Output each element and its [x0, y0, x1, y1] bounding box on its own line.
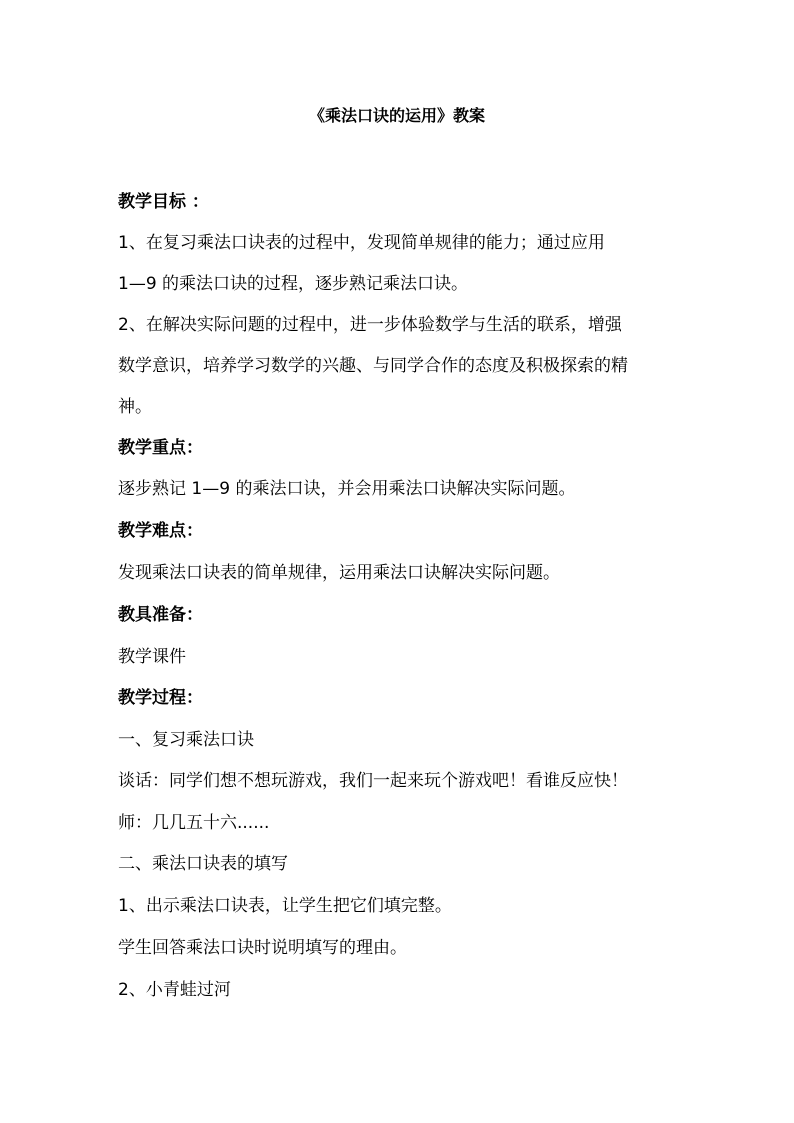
paragraph-line: 1—9 的乘法口诀的过程，逐步熟记乘法口诀。 [118, 274, 469, 294]
paragraph-line: 发现乘法口诀表的简单规律，运用乘法口诀解决实际问题。 [118, 563, 560, 583]
heading-key-points: 教学重点： [118, 438, 203, 458]
paragraph-line: 教学课件 [118, 647, 186, 667]
paragraph-line: 学生回答乘法口诀时说明填写的理由。 [118, 938, 407, 958]
paragraph-line: 二、乘法口诀表的填写 [118, 854, 288, 874]
paragraph-line: 神。 [118, 397, 152, 417]
document-title: 《乘法口诀的运用》教案 [308, 106, 485, 125]
paragraph-line: 2、在解决实际问题的过程中，进一步体验数学与生活的联系，增强 [118, 315, 622, 335]
heading-teaching-process: 教学过程： [118, 688, 203, 708]
paragraph-line: 1、出示乘法口诀表，让学生把它们填完整。 [118, 896, 452, 916]
paragraph-line: 2、小青蛙过河 [118, 980, 231, 1000]
heading-teaching-aids: 教具准备： [118, 605, 203, 625]
heading-difficult-points: 教学难点： [118, 521, 203, 541]
paragraph-line: 师：几几五十六...... [118, 813, 270, 833]
paragraph-line: 谈话：同学们想不想玩游戏，我们一起来玩个游戏吧！看谁反应快！ [118, 771, 628, 791]
paragraph-line: 一、复习乘法口诀 [118, 730, 254, 750]
paragraph-line: 逐步熟记 1—9 的乘法口诀，并会用乘法口诀解决实际问题。 [118, 479, 576, 499]
heading-teaching-goals: 教学目标 ： [118, 192, 209, 212]
paragraph-line: 数学意识，培养学习数学的兴趣、与同学合作的态度及积极探索的精 [118, 356, 628, 376]
paragraph-line: 1、在复习乘法口诀表的过程中，发现简单规律的能力；通过应用 [118, 233, 605, 253]
